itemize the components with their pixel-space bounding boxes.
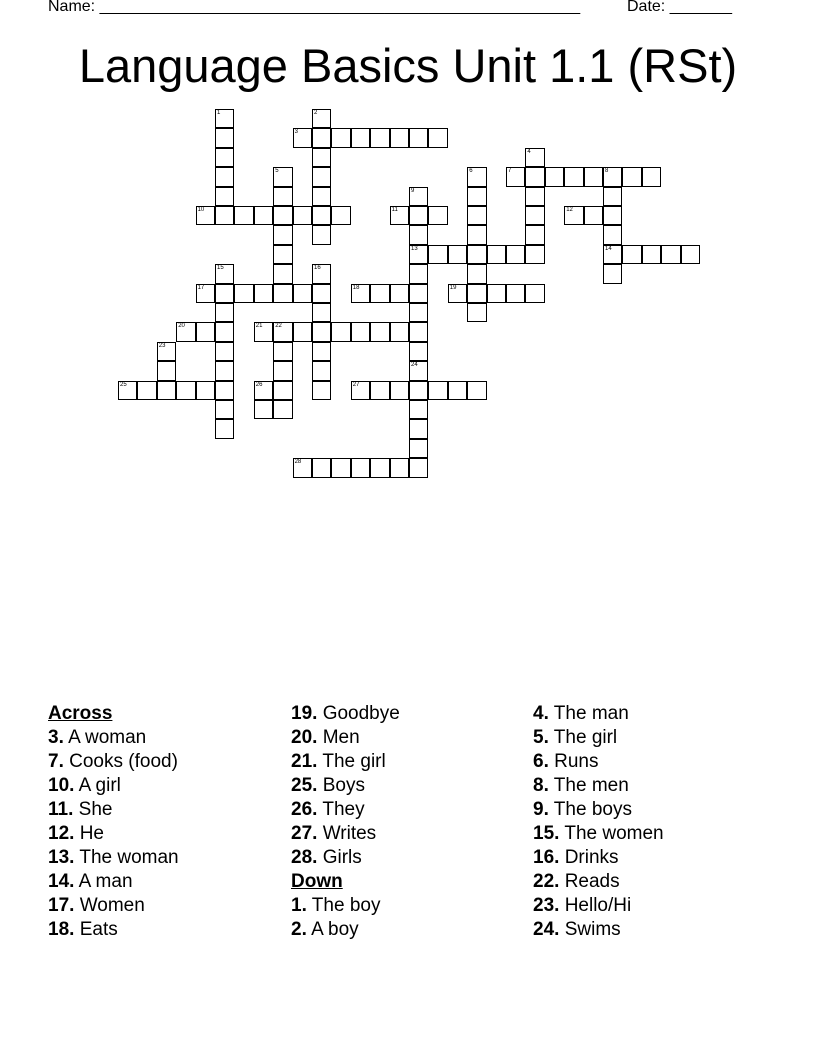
crossword-cell[interactable] (273, 361, 292, 380)
clue-column-1 (48, 702, 288, 942)
clue-number-label: 5 (275, 168, 279, 175)
clue-item (533, 774, 773, 798)
crossword-cell[interactable] (409, 322, 428, 341)
down-heading: Down (291, 871, 343, 892)
crossword-cell[interactable] (467, 245, 486, 264)
crossword-cell[interactable] (215, 419, 234, 438)
crossword-cell[interactable] (196, 322, 215, 341)
crossword-cell[interactable] (312, 109, 331, 128)
clue-item (48, 870, 288, 894)
clue-number: 18. (48, 919, 75, 940)
clue-number: 20. (291, 727, 318, 748)
crossword-cell[interactable] (428, 245, 447, 264)
crossword-cell[interactable] (390, 381, 409, 400)
crossword-cell[interactable] (293, 322, 312, 341)
crossword-cell[interactable] (312, 381, 331, 400)
crossword-cell[interactable] (370, 458, 389, 477)
clue-number-label: 4 (527, 148, 531, 155)
clue-text: Runs (554, 751, 599, 772)
crossword-cell[interactable] (273, 187, 292, 206)
crossword-cell[interactable] (331, 458, 350, 477)
clue-number-label: 2 (314, 110, 318, 116)
crossword-cell[interactable] (118, 381, 137, 400)
clue-number-label: 25 (120, 381, 127, 388)
crossword-cell[interactable] (351, 284, 370, 303)
clue-text: They (322, 799, 365, 820)
clue-text: Hello/Hi (564, 895, 632, 916)
crossword-cell[interactable] (603, 225, 622, 244)
clue-number-label: 24 (411, 362, 418, 369)
clue-column-3 (533, 702, 773, 942)
crossword-cell[interactable] (215, 284, 234, 303)
clue-item (533, 750, 773, 774)
crossword-cell[interactable] (603, 206, 622, 225)
crossword-cell[interactable] (448, 245, 467, 264)
page-title: Language Basics Unit 1.1 (RSt) (78, 39, 738, 92)
crossword-cell[interactable] (312, 361, 331, 380)
crossword-cell[interactable] (215, 400, 234, 419)
crossword-cell[interactable] (273, 167, 292, 186)
crossword-cell[interactable] (157, 361, 176, 380)
crossword-cell[interactable] (312, 225, 331, 244)
crossword-cell[interactable] (409, 284, 428, 303)
crossword-cell[interactable] (215, 148, 234, 167)
clue-text: The woman (79, 847, 179, 868)
crossword-cell[interactable] (525, 148, 544, 167)
crossword-cell[interactable] (234, 206, 253, 225)
crossword-cell[interactable] (293, 206, 312, 225)
clue-number: 11. (48, 799, 74, 820)
clue-item (533, 918, 773, 942)
clue-item (533, 894, 773, 918)
crossword-cell[interactable] (254, 381, 273, 400)
crossword-cell[interactable] (467, 284, 486, 303)
date-field-label: Date: _______ (627, 0, 732, 15)
crossword-cell[interactable] (331, 128, 350, 147)
crossword-cell[interactable] (428, 206, 447, 225)
crossword-cell[interactable] (390, 206, 409, 225)
crossword-cell[interactable] (273, 264, 292, 283)
clue-number-label: 13 (411, 245, 418, 252)
clue-text: Boys (322, 775, 365, 796)
crossword-cell[interactable] (525, 245, 544, 264)
clue-text: The boys (553, 799, 632, 820)
crossword-cell[interactable] (370, 381, 389, 400)
clue-number-label: 26 (255, 381, 263, 388)
crossword-cell[interactable] (564, 167, 583, 186)
crossword-cell[interactable] (681, 245, 700, 264)
crossword-cell[interactable] (293, 128, 312, 147)
crossword-cell[interactable] (312, 187, 331, 206)
clue-text: Cooks (food) (69, 751, 178, 772)
crossword-cell[interactable] (312, 284, 331, 303)
crossword-cell[interactable] (273, 381, 292, 400)
crossword-cell[interactable] (409, 342, 428, 361)
crossword-cell[interactable] (312, 342, 331, 361)
crossword-cell[interactable] (215, 381, 234, 400)
crossword-cell[interactable] (273, 400, 292, 419)
clue-text: The boy (311, 895, 381, 916)
crossword-cell[interactable] (603, 245, 622, 264)
crossword-cell[interactable] (293, 458, 312, 477)
crossword-cell[interactable] (584, 167, 603, 186)
crossword-cell[interactable] (525, 225, 544, 244)
across-heading: Across (48, 703, 113, 724)
crossword-cell[interactable] (409, 419, 428, 438)
crossword-cell[interactable] (409, 206, 428, 225)
crossword-cell[interactable] (331, 206, 350, 225)
clue-number: 17. (48, 895, 75, 916)
clue-number-label: 16 (314, 265, 321, 272)
crossword-cell[interactable] (293, 284, 312, 303)
clue-item (291, 726, 531, 750)
clue-text: Girls (322, 847, 362, 868)
crossword-cell[interactable] (603, 187, 622, 206)
clue-number-label: 3 (294, 129, 298, 136)
clue-item (533, 726, 773, 750)
crossword-cell[interactable] (428, 128, 447, 147)
clue-number: 16. (533, 847, 560, 868)
clue-text: A woman (68, 727, 147, 748)
clue-item (533, 798, 773, 822)
crossword-cell[interactable] (215, 187, 234, 206)
crossword-cell[interactable] (448, 381, 467, 400)
crossword-cell[interactable] (642, 245, 661, 264)
clue-number-label: 28 (294, 459, 302, 466)
clue-number-label: 19 (449, 284, 457, 291)
crossword-cell[interactable] (409, 361, 428, 380)
crossword-cell[interactable] (215, 167, 234, 186)
clue-number: 2. (291, 919, 307, 940)
clue-number: 12. (48, 823, 75, 844)
clue-number: 14. (48, 871, 75, 892)
crossword-cell[interactable] (428, 381, 447, 400)
crossword-cell[interactable] (157, 342, 176, 361)
clue-number: 19. (291, 703, 318, 724)
clue-item (291, 774, 531, 798)
clue-item (48, 894, 288, 918)
clue-number-label: 1 (217, 110, 221, 116)
clue-item (48, 774, 288, 798)
crossword-cell[interactable] (215, 128, 234, 147)
crossword-cell[interactable] (564, 206, 583, 225)
crossword-cell[interactable] (370, 128, 389, 147)
clue-number-label: 20 (178, 323, 185, 330)
crossword-cell[interactable] (525, 187, 544, 206)
crossword-cell[interactable] (603, 167, 622, 186)
crossword-cell[interactable] (254, 206, 273, 225)
crossword-cell[interactable] (196, 206, 215, 225)
clue-number-label: 6 (469, 168, 473, 175)
crossword-cell[interactable] (351, 458, 370, 477)
clue-number: 3. (48, 727, 64, 748)
crossword-cell[interactable] (273, 225, 292, 244)
crossword-cell[interactable] (390, 458, 409, 477)
clue-number: 27. (291, 823, 318, 844)
crossword-cell[interactable] (273, 284, 292, 303)
crossword-cell[interactable] (370, 284, 389, 303)
crossword-cell[interactable] (312, 458, 331, 477)
crossword-cell[interactable] (467, 206, 486, 225)
clue-text: Writes (322, 823, 377, 844)
clue-number: 21. (291, 751, 318, 772)
crossword-cell[interactable] (312, 128, 331, 147)
crossword-cell[interactable] (409, 225, 428, 244)
clue-text: Drinks (564, 847, 619, 868)
crossword-cell[interactable] (467, 167, 486, 186)
clue-text: Eats (79, 919, 118, 940)
clue-number: 8. (533, 775, 549, 796)
clue-number-label: 7 (508, 168, 512, 175)
clue-number-label: 12 (566, 207, 573, 213)
crossword-cell[interactable] (351, 381, 370, 400)
clue-number-label: 10 (197, 207, 205, 213)
clue-number: 9. (533, 799, 549, 820)
clue-text: Reads (564, 871, 620, 892)
clue-number-label: 22 (275, 323, 282, 330)
crossword-cell[interactable] (254, 284, 273, 303)
clue-number: 26. (291, 799, 318, 820)
crossword-cell[interactable] (273, 206, 292, 225)
crossword-cell[interactable] (584, 206, 603, 225)
crossword-cell[interactable] (331, 322, 350, 341)
crossword-cell[interactable] (506, 284, 525, 303)
clue-number: 23. (533, 895, 560, 916)
crossword-cell[interactable] (506, 245, 525, 264)
crossword-cell[interactable] (176, 322, 195, 341)
clue-number-label: 8 (605, 168, 609, 175)
crossword-cell[interactable] (525, 284, 544, 303)
crossword-cell[interactable] (196, 381, 215, 400)
clue-number-label: 11 (391, 207, 398, 213)
clue-text: A boy (311, 919, 359, 940)
clue-number-label: 14 (605, 245, 612, 252)
crossword-cell[interactable] (351, 128, 370, 147)
crossword-cell[interactable] (525, 167, 544, 186)
clue-number-label: 23 (158, 342, 166, 349)
clue-number-label: 18 (352, 284, 360, 291)
crossword-cell[interactable] (312, 322, 331, 341)
clue-number: 28. (291, 847, 318, 868)
crossword-cell[interactable] (409, 400, 428, 419)
clue-text: Women (79, 895, 145, 916)
clue-item (48, 846, 288, 870)
clue-item (291, 894, 531, 918)
crossword-cell[interactable] (254, 322, 273, 341)
crossword-cell[interactable] (467, 187, 486, 206)
clue-number: 13. (48, 847, 75, 868)
crossword-cell[interactable] (506, 167, 525, 186)
crossword-cell[interactable] (642, 167, 661, 186)
clue-text: The girl (322, 751, 386, 772)
crossword-cell[interactable] (196, 284, 215, 303)
crossword-cell[interactable] (137, 381, 156, 400)
crossword-cell[interactable] (215, 322, 234, 341)
clue-item (291, 822, 531, 846)
clue-number-label: 15 (217, 265, 224, 272)
crossword-cell[interactable] (215, 361, 234, 380)
crossword-cell[interactable] (312, 148, 331, 167)
clue-text: Goodbye (322, 703, 400, 724)
crossword-cell[interactable] (215, 109, 234, 128)
crossword-cell[interactable] (370, 322, 389, 341)
crossword-cell[interactable] (487, 284, 506, 303)
crossword-cell[interactable] (467, 225, 486, 244)
crossword-cell[interactable] (176, 381, 195, 400)
clue-number: 4. (533, 703, 549, 724)
clue-text: He (79, 823, 104, 844)
name-field-label: Name: ______________________________________________________ (48, 0, 581, 15)
clue-item (291, 846, 531, 870)
clue-column-2 (291, 702, 531, 942)
crossword-cell[interactable] (234, 284, 253, 303)
crossword-cell[interactable] (312, 206, 331, 225)
clue-number: 10. (48, 775, 75, 796)
clue-text: Swims (564, 919, 621, 940)
crossword-cell[interactable] (215, 206, 234, 225)
crossword-cell[interactable] (467, 381, 486, 400)
clue-number: 1. (291, 895, 307, 916)
clue-number-label: 21 (255, 323, 263, 330)
crossword-cell[interactable] (603, 264, 622, 283)
crossword-cell[interactable] (409, 303, 428, 322)
clue-text: The girl (553, 727, 618, 748)
crossword-cell[interactable] (390, 284, 409, 303)
clue-number-label: 17 (197, 284, 205, 291)
clue-number: 22. (533, 871, 560, 892)
clue-item (291, 918, 531, 942)
clue-number-label: 27 (352, 381, 360, 388)
crossword-cell[interactable] (409, 264, 428, 283)
clue-item (291, 798, 531, 822)
crossword-cell[interactable] (273, 342, 292, 361)
crossword-cell[interactable] (312, 167, 331, 186)
clue-item (533, 870, 773, 894)
crossword-cell[interactable] (312, 303, 331, 322)
clue-number: 6. (533, 751, 549, 772)
clue-text: A man (78, 871, 133, 892)
crossword-cell[interactable] (409, 245, 428, 264)
clue-number-label: 9 (411, 187, 415, 194)
clue-text: The men (553, 775, 629, 796)
crossword-cell[interactable] (661, 245, 680, 264)
crossword-cell[interactable] (448, 284, 467, 303)
crossword-cell[interactable] (622, 167, 641, 186)
crossword-cell[interactable] (409, 381, 428, 400)
crossword-cell[interactable] (312, 264, 331, 283)
crossword-cell[interactable] (390, 128, 409, 147)
clue-item (533, 822, 773, 846)
crossword-cell[interactable] (215, 264, 234, 283)
crossword-cell[interactable] (409, 458, 428, 477)
crossword-cell[interactable] (215, 303, 234, 322)
clue-number: 25. (291, 775, 318, 796)
clue-text: Men (322, 727, 360, 748)
clue-item (533, 846, 773, 870)
crossword-cell[interactable] (157, 381, 176, 400)
clue-text: The man (553, 703, 629, 724)
clue-item (291, 702, 531, 726)
crossword-cell[interactable] (215, 342, 234, 361)
clue-item (48, 726, 288, 750)
clue-number: 15. (533, 823, 560, 844)
clue-text: A girl (78, 775, 121, 796)
crossword-cell[interactable] (409, 187, 428, 206)
crossword-cell[interactable] (254, 400, 273, 419)
clue-item (48, 822, 288, 846)
clue-number: 5. (533, 727, 549, 748)
clue-item (48, 750, 288, 774)
crossword-cell[interactable] (351, 322, 370, 341)
clue-item (291, 750, 531, 774)
crossword-cell[interactable] (409, 439, 428, 458)
clue-text: She (78, 799, 113, 820)
crossword-cell[interactable] (545, 167, 564, 186)
crossword-cell[interactable] (273, 245, 292, 264)
crossword-cell[interactable] (525, 206, 544, 225)
crossword-cell[interactable] (409, 128, 428, 147)
clue-item (48, 918, 288, 942)
clue-number: 7. (48, 751, 64, 772)
clue-item (533, 702, 773, 726)
crossword-cell[interactable] (622, 245, 641, 264)
clue-item (48, 798, 288, 822)
crossword-cell[interactable] (467, 303, 486, 322)
crossword-cell[interactable] (273, 322, 292, 341)
crossword-cell[interactable] (390, 322, 409, 341)
crossword-cell[interactable] (467, 264, 486, 283)
clue-number: 24. (533, 919, 560, 940)
clue-text: The women (564, 823, 664, 844)
crossword-cell[interactable] (487, 245, 506, 264)
